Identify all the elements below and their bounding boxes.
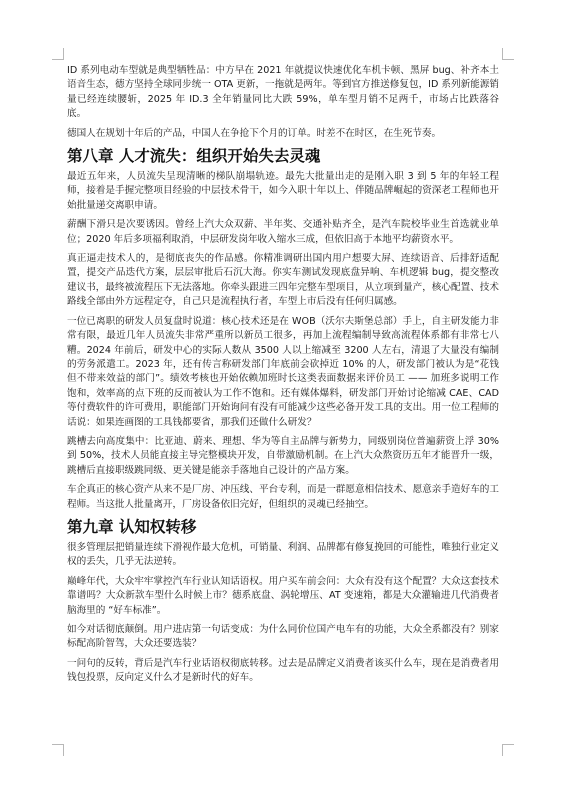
crop-mark-top-left: [52, 48, 64, 60]
crop-mark-bottom-right: [502, 744, 514, 756]
paragraph-dialogue-reversed: 如今对话彻底颠倒。用户进店第一句话变成：为什么同价位国产电车有的功能，大众全系都没有？别家标配高阶智驾，大众还要选装？: [67, 624, 499, 650]
paragraph-talent-attrition: 最近五年来，人员流失呈现清晰的梯队崩塌轨迹。最先大批量出走的是刚入职 3 到 5 年的年轻工程师，接着是手握完整项目经验的中层技术骨干，如今入职十年以上、伴随品牌崛起的资深老工程师也开始批量递交离职申请。: [67, 171, 499, 211]
chapter-8-heading: 第八章 人才流失：组织开始失去灵魂: [67, 147, 321, 166]
paragraph-id-series-example: ID 系列电动车型就是典型牺牲品：中方早在 2021 年就提议快速优化车机卡顿、黑屏 bug、补齐本土语音生态，德方坚持全球同步统一 OTA 更新，一拖就是两年。等到官方推送修复包，ID 系列新能源销量已经连续腰斩，2025 年 ID.3 全年销量同比大跌 59%，单车型月销不足两千，市场占比跌落谷底。: [67, 65, 499, 120]
paragraph-former-employee-review: 一位已离职的研发人员复盘时说道：核心技术还是在 WOB（沃尔夫斯堡总部）手上，自主研发能力非常有限，最近几年人员流失非常严重所以新员工很多，再加上流程编制导致高流程体系都有非常七八糟。2024 年前后，研发中心的实际人数从 3500 人以上缩减至 3200 人左右，清退了大量没有编制的劳务派遣工。2023 年，还有传言称研发部门年底前会砍掉近 10% 的人，研发部门被认为是“花钱但不带来效益的部门”。绩效考核也开始依赖加班时长这类表面数据来评价员工 —— 加班多说明工作饱和，效率高的点下班的反而被认为工作不饱和。还有媒体爆料，研发部门开始讨论缩减 CAE、CAD 等付费软件的许可费用，职能部门开始询问有没有可能减少这些必备开发工具的支出。用一位工程师的话说：如果连画图的工具钱都要省，那我们还做什么研发？: [67, 315, 499, 428]
crop-mark-top-right: [502, 48, 514, 60]
paragraph-job-hopping: 跳槽去向高度集中：比亚迪、蔚来、理想、华为等自主品牌与新势力，同级别岗位普遍薪资上浮 30% 到 50%，技术人员能直接主导完整模块开发，自带激励机制。在上汽大众熬资历五年才能晋升一级，跳槽后直接职级跳同级、更关键是能亲手落地自己设计的产品方案。: [67, 435, 499, 476]
paragraph-sense-of-ownership: 真正逼走技术人的，是彻底丧失的作品感。你精准调研出国内用户想要大屏、连续语音、后排舒适配置，提交产品迭代方案，层层审批后石沉大海。你实车测试发现底盘异响、车机逻辑 bug，提交整改建议书，最终被流程压下无法落地。你牵头跟进三四年完整车型项目，从立项到量产，核心配置、技术路线全部由外方远程定夺，自己只是流程执行者，车型上市后没有任何归属感。: [67, 253, 499, 308]
paragraph-definition-power: 很多管理层把销量连续下滑视作最大危机，可销量、利润、品牌都有修复挽回的可能性，唯独行业定义权的丢失，几乎无法逆转。: [67, 541, 499, 568]
paragraph-discourse-shift: 一问句的反转，背后是汽车行业话语权彻底转移。过去是品牌定义消费者该买什么车，现在是消费者用钱包投票，反向定义什么才是新时代的好车。: [67, 657, 499, 684]
paragraph-salary-decline: 薪酬下滑只是次要诱因。曾经上汽大众双薪、半年奖、交通补贴齐全，是汽车院校毕业生首选就业单位；2020 年后多项福利取消，中层研发岗年收入缩水三成，但依旧高于本地平均薪资水平。: [67, 219, 499, 245]
crop-mark-bottom-left: [52, 744, 64, 756]
paragraph-time-gap: 德国人在规划十年后的产品，中国人在争抢下个月的订单。时差不在时区，在生死节奏。: [67, 127, 442, 139]
chapter-9-heading: 第九章 认知权转移: [67, 517, 197, 536]
document-body: [67, 64, 499, 691]
paragraph-core-assets: 车企真正的核心资产从来不是厂房、冲压线、平台专利，而是一群愿意相信技术、愿意亲手造好车的工程师。当这批人批量离开，厂房设备依旧完好，但组织的灵魂已经抽空。: [67, 484, 499, 510]
paragraph-peak-era: 巅峰年代，大众牢牢掌控汽车行业认知话语权。用户买车前会问：大众有没有这个配置？大众这套技术靠谱吗？大众新款车型什么时候上市？德系底盘、涡轮增压、AT 变速箱，都是大众灌输进几代消费者脑海里的 “好车标准”。: [67, 575, 499, 616]
